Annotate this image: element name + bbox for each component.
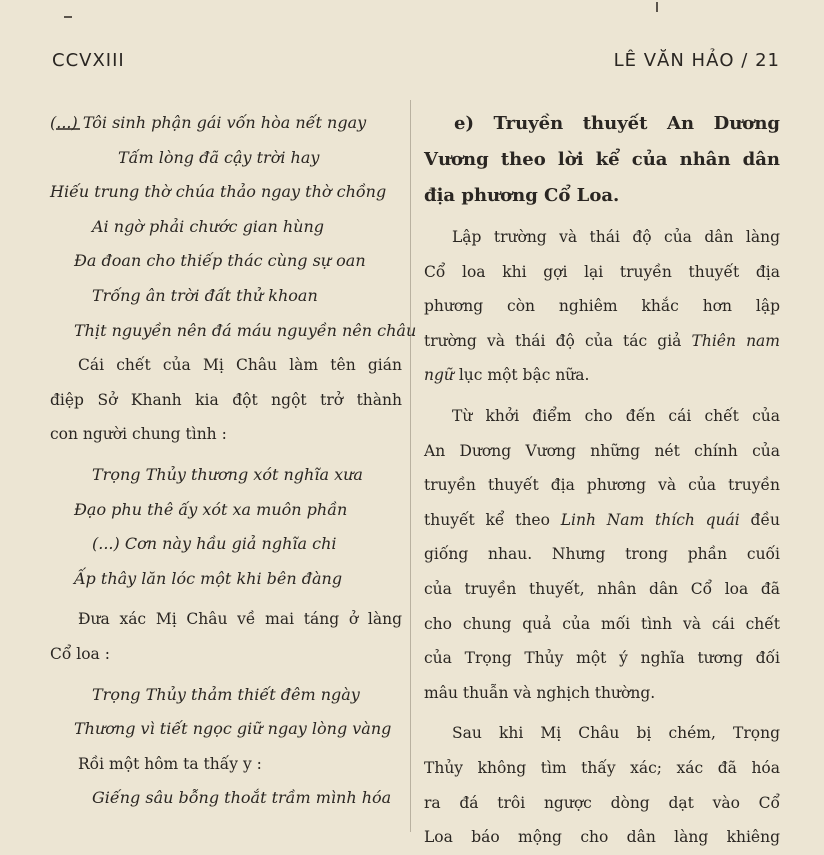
text-line: phương còn nghiêm khắc hơn lập (424, 297, 780, 316)
text-segment: đều (739, 510, 780, 529)
text-line: Sau khi Mị Châu bị chém, Trọng (452, 724, 780, 743)
verse-line: Đa đoan cho thiếp thác cùng sự oan (74, 251, 366, 271)
text-line: Loa báo mộng cho dân làng khiêng (424, 828, 780, 847)
text-line: truyền thuyết địa phương và của truyền (424, 476, 780, 495)
text-segment: trường và thái độ của tác giả (424, 331, 692, 350)
print-mark (656, 2, 658, 12)
text-line (424, 503, 780, 538)
verse-line: Trọng Thủy thảm thiết đêm ngày (92, 684, 360, 704)
text-line: mâu thuẫn và nghịch thường. (424, 683, 656, 702)
paragraph (424, 716, 780, 854)
text-line: của truyền thuyết, nhân dân Cổ loa đã (424, 579, 780, 598)
text-line: con người chung tình : (50, 425, 227, 444)
column-divider (410, 100, 411, 832)
text-line: An Dương Vương những nét chính của (424, 441, 780, 460)
verse-line: Trọng Thủy thương xót nghĩa xưa (92, 464, 363, 484)
text-line: Cái chết của Mị Châu làm tên gián (78, 356, 402, 375)
text-line: Cổ loa khi gợi lại truyền thuyết địa (424, 262, 780, 281)
book-title: ngữ (424, 366, 454, 385)
text-line: ra đá trôi ngược dòng dạt vào Cổ (424, 793, 780, 812)
verse-line: Tấm lòng đã cậy trời hay (118, 147, 320, 167)
text-line: điệp Sở Khanh kia đột ngột trở thành (50, 390, 402, 409)
verse-line: Thịt nguyền nên đá máu nguyền nên châu (74, 320, 417, 340)
heading-line: Vương theo lời kể của nhân dân (424, 149, 780, 170)
verse-line: Ấp thây lăn lóc một khi bên đàng (74, 568, 343, 588)
book-title: Thiên nam (691, 331, 780, 350)
right-column (424, 106, 780, 855)
text-line: cho chung quả của mối tình và cái chết (424, 614, 780, 633)
text-line (424, 324, 780, 359)
text-line: của Trọng Thủy một ý nghĩa tương đối (424, 649, 780, 668)
verse-line: Trống ân trời đất thử khoan (92, 285, 318, 305)
text-segment: ngữ lục một bậc nữa. (424, 366, 590, 385)
paragraph (50, 348, 402, 452)
verse-line: Ai ngờ phải chước gian hùng (92, 216, 325, 236)
text-segment: thuyết kể theo (424, 510, 561, 529)
paragraph (50, 747, 402, 782)
heading-line: e) Truyền thuyết An Dương (454, 113, 780, 134)
text-line: Từ khởi điểm cho đến cái chết của (452, 406, 780, 425)
text-line: Lập trường và thái độ của dân làng (452, 228, 780, 246)
verse-line: Thương vì tiết ngọc giữ ngay lòng vàng (74, 719, 392, 739)
verse-line: Hiếu trung thờ chúa thảo ngay thờ chồng (50, 182, 387, 202)
author-page-number: LÊ VĂN HẢO / 21 (613, 50, 780, 71)
verse-line: (...) Tôi sinh phận gái vốn hòa nết ngay (50, 113, 367, 132)
paragraph (50, 602, 402, 671)
chapter-number: CCVXIII (52, 50, 125, 71)
section-heading (424, 106, 780, 214)
text-line: Rồi một hôm ta thấy y : (78, 754, 262, 773)
heading-line: địa phương Cổ Loa. (424, 185, 620, 206)
page-header (52, 50, 780, 71)
text-line (424, 358, 780, 393)
text-line: giống nhau. Nhưng trong phần cuối (424, 545, 780, 564)
verse-line: (...) Cơn này hầu giả nghĩa chi (92, 534, 337, 554)
verse-line: Giếng sâu bỗng thoắt trầm mình hóa (92, 788, 392, 808)
text-line: Đưa xác Mị Châu về mai táng ở làng (78, 610, 402, 629)
paragraph (424, 399, 780, 710)
left-column (50, 106, 417, 816)
verse-line: Đạo phu thê ấy xót xa muôn phần (74, 499, 348, 519)
text-line: Thủy không tìm thấy xác; xác đã hóa (424, 758, 780, 777)
text-line: Cổ loa : (50, 644, 110, 663)
book-title: Linh Nam thích quái (560, 510, 740, 529)
print-mark (64, 16, 72, 18)
paragraph (424, 220, 780, 393)
